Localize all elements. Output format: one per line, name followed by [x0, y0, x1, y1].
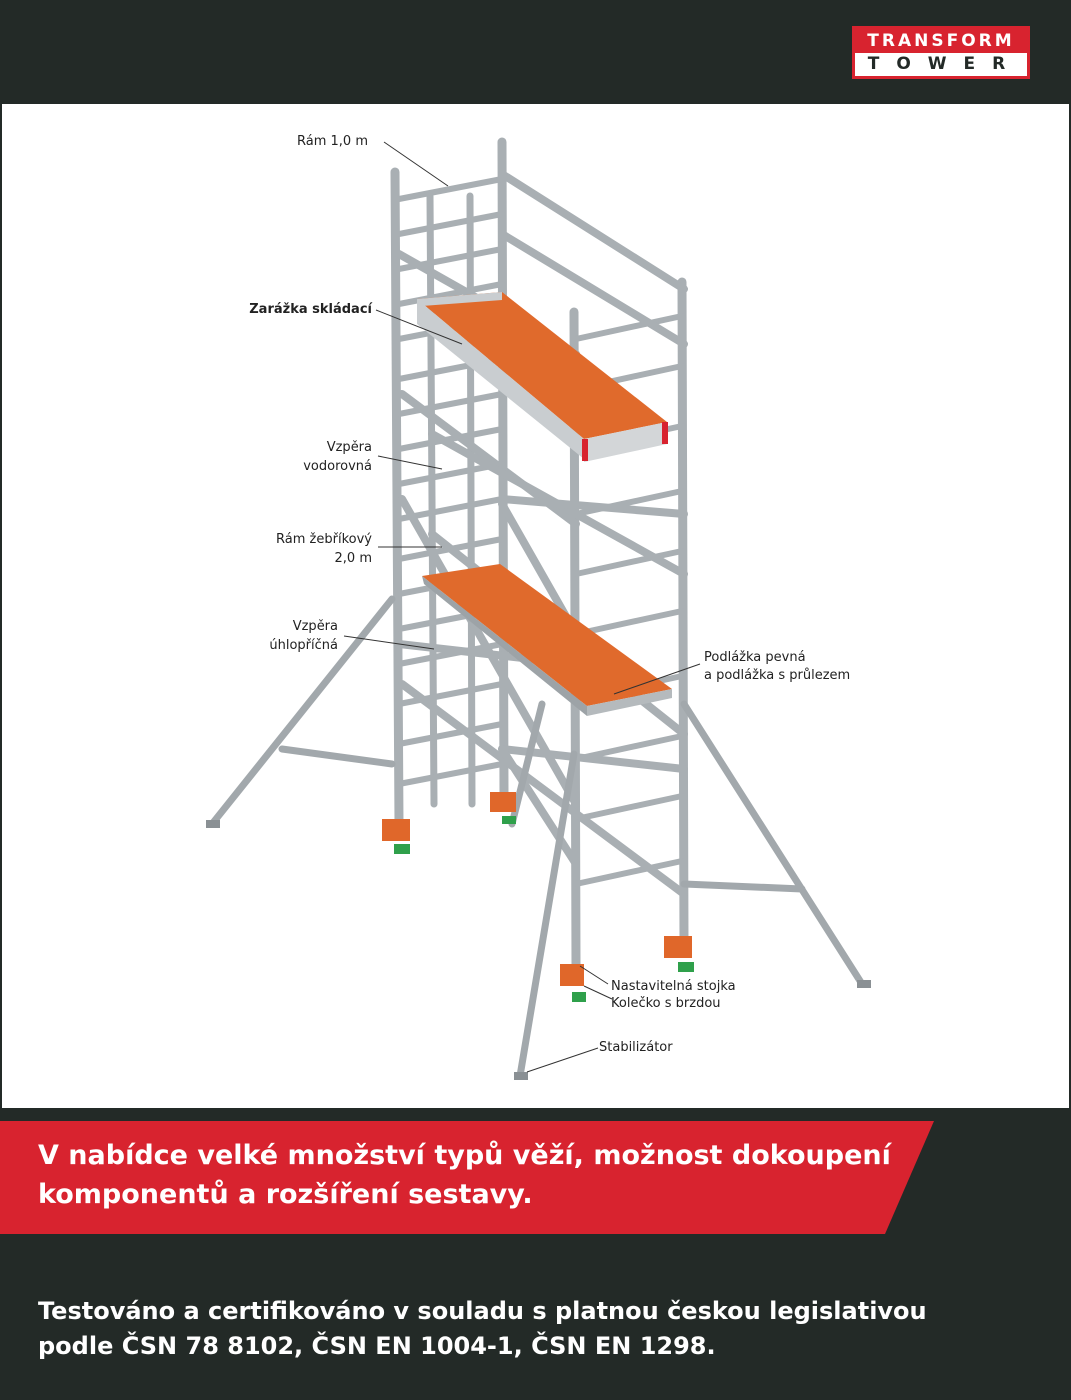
logo-line-1: TRANSFORM [855, 29, 1027, 53]
label-horizontal-brace-1: Vzpěra [326, 440, 372, 455]
label-diagonal-brace-2: úhlopříčná [269, 638, 338, 653]
transform-tower-logo [852, 26, 1030, 79]
scaffold-tower-illustration [2, 104, 1069, 1108]
banner-line-1: V nabídce velké množství typů věží, možnost dokoupení [38, 1140, 891, 1171]
label-platform-1: Podlážka pevná [704, 650, 806, 665]
banner-line-2: komponentů a rozšíření sestavy. [38, 1179, 533, 1210]
label-folding-toeboard: Zarážka skládací [249, 302, 372, 317]
label-adjustable-leg: Nastavitelná stojka [611, 979, 736, 994]
logo-line-2: TOWER [855, 53, 1027, 76]
certification-text [38, 1294, 1038, 1364]
diagram-panel [2, 104, 1069, 1108]
label-diagonal-brace-1: Vzpěra [292, 619, 338, 634]
label-stabilizer: Stabilizátor [599, 1040, 673, 1055]
banner-text [38, 1136, 898, 1214]
label-braked-castor: Kolečko s brzdou [611, 996, 721, 1011]
header [0, 0, 1071, 104]
label-frame-1m: Rám 1,0 m [297, 134, 368, 149]
certification-line-1: Testováno a certifikováno v souladu s platnou českou legislativou [38, 1297, 927, 1325]
label-horizontal-brace-2: vodorovná [303, 459, 372, 474]
label-ladder-frame-1: Rám žebříkový [276, 532, 372, 547]
label-platform-2: a podlážka s průlezem [704, 668, 851, 683]
certification-line-2: podle ČSN 78 8102, ČSN EN 1004-1, ČSN EN 1298. [38, 1332, 716, 1360]
label-ladder-frame-2: 2,0 m [334, 551, 372, 566]
